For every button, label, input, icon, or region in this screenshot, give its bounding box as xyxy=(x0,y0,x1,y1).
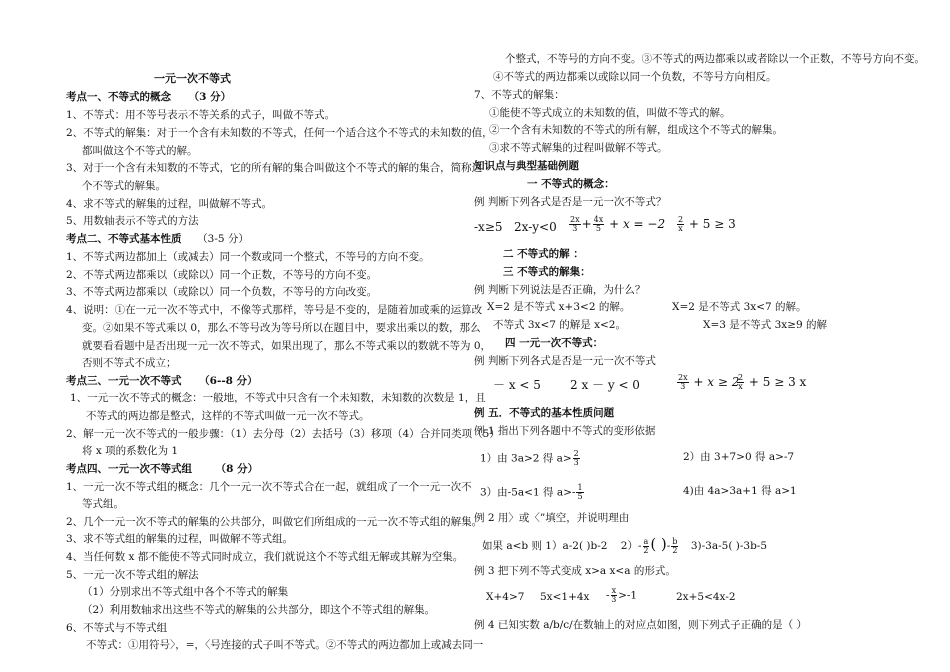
fraction: $\frac{2}{x}$ xyxy=(678,215,684,233)
text-line: 个不等式的解集。 xyxy=(82,180,166,192)
text-line: 4、说明：①在一元一次不等式中，不像等式那样，等号是不变的，是随着加或乘的运算改 xyxy=(66,304,483,316)
text-line: 3、对于一个含有未知数的不等式，它的所有解的集合叫做这个不等式的解的集合，简称这 xyxy=(66,162,483,174)
section-heading-3 xyxy=(66,374,258,388)
statement xyxy=(606,587,637,604)
section-heading-2 xyxy=(66,232,249,246)
statement-text: 如果 a<b 则 1）a-2( )b-2 xyxy=(482,540,608,552)
text-line: 2、不等式两边都乘以（或除以）同一个正数，不等号的方向不变。 xyxy=(66,269,378,281)
example-prompt: 例 3 把下列不等式变成 x>a x<a 的形式。 xyxy=(474,565,676,577)
page-title: 一元一次不等式 xyxy=(154,72,231,85)
section-heading-4 xyxy=(66,462,258,476)
statement: 不等式 3x<7 的解是 x<2。 xyxy=(493,319,626,331)
example-prompt: 例 4 已知实数 a/b/c/在数轴上的对应点如图，则下列式子正确的是（ ） xyxy=(474,619,808,631)
math-expr: 2 x － y < 0 xyxy=(570,378,640,392)
statement-text: 3)-3a-5( )-3b-5 xyxy=(690,540,768,552)
examples-heading: 知识点与典型基础例题 xyxy=(474,160,579,172)
text-line: 2、解一元一次不等式的一般步骤：（1）去分母（2）去括号（3）移项（4）合并同类项（5） xyxy=(66,428,500,440)
text-line: ④不等式的两边都乘以或除以同一个负数，不等号方向相反。 xyxy=(493,71,777,83)
fraction: $\frac{1}{5}$ xyxy=(577,483,583,501)
statement: 5x<1+4x xyxy=(540,591,590,603)
statement: 4)由 4a>3a+1 得 a>1 xyxy=(683,485,797,497)
statement-text: >-1 xyxy=(618,589,638,602)
text-line: 不等式：①用符号〉，=，〈号连接的式子叫不等式。②不等式的两边都加上或减去同一 xyxy=(86,639,484,651)
text-line: （1）分别求出不等式组中各个不等式的解集 xyxy=(82,586,289,598)
subsection-heading: 一 不等式的概念： xyxy=(527,178,615,190)
text-line: 1、不等式两边都加上（或减去）同一个数或同一个整式，不等号的方向不变。 xyxy=(66,251,430,263)
statement: X+4>7 xyxy=(486,591,525,603)
fraction: $\frac{a}{2}$ xyxy=(643,536,649,555)
statement: X=3 是不等式 3x≥9 的解 xyxy=(703,319,828,331)
section-title: 考点三、一元一次不等式 xyxy=(66,375,182,387)
section-score: （6--8 分） xyxy=(199,375,258,387)
statement: 2）由 3+7>0 得 a>-7 xyxy=(683,451,795,463)
text-line: （2）利用数轴求出这些不等式的解集的公共部分，即这个不等式组的解集。 xyxy=(82,604,436,616)
math-expr: － x < 5 xyxy=(493,378,541,392)
text-line: 2、几个一元一次不等式的解集的公共部分，叫做它们所组成的一元一次不等式组的解集。 xyxy=(66,516,483,528)
example-prompt: 例 判断下列各式是否是一元一次不等式？ xyxy=(474,196,667,208)
math-expr xyxy=(514,220,557,234)
statement-text: 3）由-5a<1 得 a>- xyxy=(480,486,576,499)
fraction: $\frac{2x}{3}$ xyxy=(570,215,580,233)
text-line: 6、不等式与不等式组 xyxy=(66,622,168,634)
fraction: $\frac{x}{3}$ xyxy=(611,586,617,604)
math-expr: $\frac{2}{x}$ + 5 ≥ 3 xyxy=(678,215,736,233)
text-line: 3、不等式两边都乘以（或除以）同一个负数，不等号的方向改变。 xyxy=(66,286,378,298)
text-line: 4、当任何数 x 都不能使不等式同时成立，我们就说这个不等式组无解或其解为空集。 xyxy=(66,551,464,563)
example-prompt: 例 判断下列各式是否是一元一次不等式 xyxy=(474,355,656,367)
fraction: $\frac{2}{x}$ xyxy=(738,373,744,391)
text-line: 个整式，不等号的方向不变。③不等式的两边都乘以或者除以一个正数，不等号方向不变。 xyxy=(505,53,925,65)
math-expr: $\frac{2x}{3}$ + $\frac{4x}{5}$ + x = −2 xyxy=(570,215,666,233)
example-prompt: 例 2 用〉或〈”填空，并说明理由 xyxy=(474,512,630,524)
example-prompt: 例 1 指出下列各题中不等式的变形依据 xyxy=(474,425,656,437)
fraction: $\frac{2}{3}$ xyxy=(573,449,579,467)
text-line: 1、不等式：用不等号表示不等关系的式子，叫做不等式。 xyxy=(66,109,336,121)
section-score: （3-5 分） xyxy=(197,233,249,245)
text-line: 5、一元一次不等式组的解法 xyxy=(66,569,199,581)
subsection-heading: 例 五．不等式的基本性质问题 xyxy=(474,407,615,419)
text-line: 不等式的两边都是整式，这样的不等式叫做一元一次不等式。 xyxy=(86,410,370,422)
fraction: $\frac{2x}{3}$ xyxy=(678,373,688,391)
statement xyxy=(480,484,585,501)
text-line: 就要看看题中是否出现一元一次不等式，如果出现了，那么不等式乘以的数就不等为 0， xyxy=(82,340,492,352)
math-expr xyxy=(474,220,503,234)
text-line: 5、用数轴表示不等式的方法 xyxy=(66,215,199,227)
fraction: $\frac{b}{2}$ xyxy=(672,536,678,555)
text-line: 1、一元一次不等式的概念：一般地，不等式中只含有一个未知数，未知数的次数是 1，且 xyxy=(70,392,486,404)
text-line: ②一个含有未知数的不等式的所有解，组成这个不等式的解集。 xyxy=(489,124,783,136)
math-expr: $\frac{2x}{3}$ + x ≥ 2 xyxy=(678,373,740,391)
subsection-heading: 四 一元一次不等式： xyxy=(505,337,604,349)
math-expr: $\frac{2}{x}$ + 5 ≥ 3 x xyxy=(738,373,807,391)
statement: 2x+5<4x-2 xyxy=(676,591,736,603)
section-heading-1 xyxy=(66,90,231,104)
text-line: 4、求不等式的解集的过程，叫做解不等式。 xyxy=(66,198,273,210)
text-line: 变。②如果不等式乘以 0，那么不等号改为等号所以在题目中，要求出乘以的数，那么 xyxy=(82,322,481,334)
text-line: 3、求不等式组的解集的过程，叫做解不等式组。 xyxy=(66,533,294,545)
expr-text: -x≥5 xyxy=(474,220,503,234)
text-line: 1、一元一次不等式组的概念：几个一元一次不等式合在一起，就组成了一个一元一次不 xyxy=(66,481,472,493)
section-title: 考点一、不等式的概念 xyxy=(66,91,171,103)
text-line: 等式组。 xyxy=(82,498,124,510)
statement xyxy=(480,450,581,467)
text-line: 都叫做这个不等式的解。 xyxy=(82,145,198,157)
statement-text: - xyxy=(666,540,671,552)
statement-text: 2）- xyxy=(620,540,642,552)
fraction: $\frac{4x}{5}$ xyxy=(593,215,604,233)
statement: X=2 是不等式 3x<7 的解。 xyxy=(672,301,807,313)
example-prompt: 例 判断下列说法是否正确，为什么？ xyxy=(474,284,646,296)
subsection-heading: 二 不等式的解 ： xyxy=(503,248,584,260)
section-score: （3 分） xyxy=(188,91,232,103)
expr-text: 2x-y<0 xyxy=(514,220,557,234)
statement xyxy=(482,537,767,555)
text-line: 将 x 项的系数化为 1 xyxy=(82,445,179,457)
statement-text: 1）由 3a>2 得 a> xyxy=(480,452,572,465)
section-title: 考点四、一元一次不等式组 xyxy=(66,463,192,475)
text-line: ①能使不等式成立的未知数的值，叫做不等式的解。 xyxy=(489,107,731,119)
text-line: 否则不等式不成立； xyxy=(82,357,177,369)
text-line: 2、不等式的解集：对于一个含有未知数的不等式，任何一个适合这个不等式的未知数的值， xyxy=(66,127,493,139)
text-line: 7、不等式的解集： xyxy=(474,89,565,101)
statement: X=2 是不等式 x+3<2 的解。 xyxy=(487,301,631,313)
section-title: 考点二、不等式基本性质 xyxy=(66,233,182,245)
subsection-heading: 三 不等式的解集： xyxy=(503,266,591,278)
blank-parens: ( ) xyxy=(650,535,667,553)
text-line: ③求不等式解集的过程叫做解不等式。 xyxy=(489,142,668,154)
section-score: （8 分） xyxy=(215,463,259,475)
statement-text: - xyxy=(606,589,610,602)
